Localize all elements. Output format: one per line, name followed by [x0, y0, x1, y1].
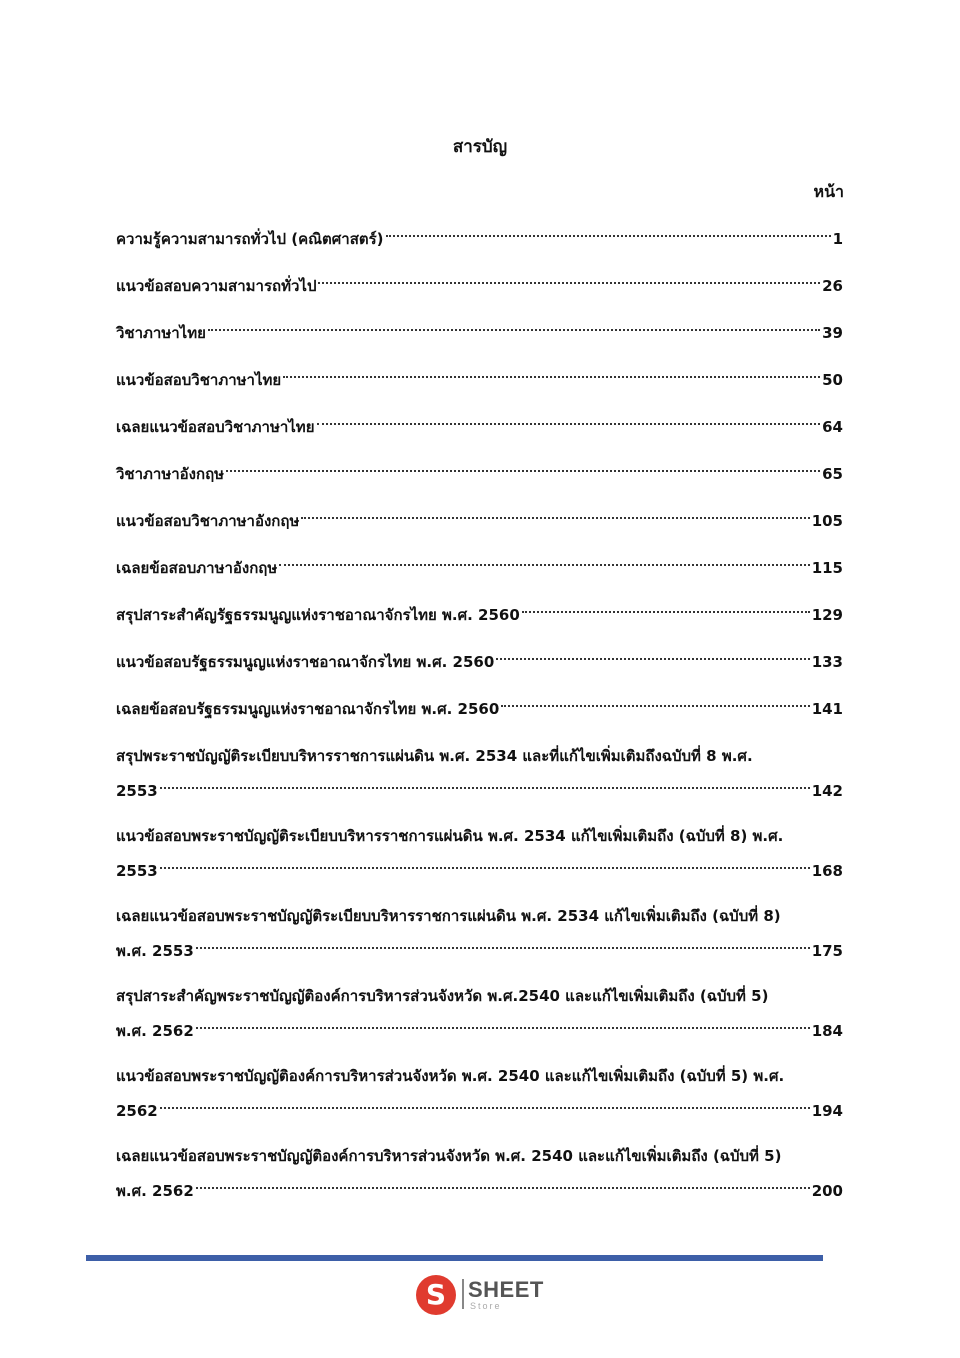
table-of-contents — [116, 222, 843, 1219]
dot-leader — [283, 376, 820, 378]
dot-leader — [196, 1187, 810, 1189]
toc-entry-title: แนวข้อสอบพระราชบัญญัติระเบียบบริหารราชการแผ่นดิน พ.ศ. 2534 แก้ไขเพิ่มเติมถึง (ฉบับที่ 8) พ.ศ. — [116, 827, 784, 845]
toc-line — [116, 598, 843, 645]
toc-page-number: 133 — [811, 653, 843, 671]
toc-page-number: 1 — [832, 230, 843, 248]
dot-leader — [501, 705, 809, 707]
toc-entry — [116, 979, 843, 1059]
logo-mark-icon: S — [416, 1275, 456, 1315]
toc-entry-title: เฉลยแนวข้อสอบพระราชบัญญัติองค์การบริหารส่วนจังหวัด พ.ศ. 2540 และแก้ไขเพิ่มเติมถึง (ฉบับที่ 5) — [116, 1147, 782, 1165]
toc-line — [116, 1059, 843, 1094]
toc-line — [116, 410, 843, 457]
toc-entry-title: พ.ศ. 2562 — [116, 1182, 194, 1200]
toc-page-number: 65 — [822, 465, 843, 483]
toc-line — [116, 854, 843, 899]
toc-entry — [116, 222, 843, 269]
toc-entry-title: เฉลยแนวข้อสอบวิชาภาษาไทย — [116, 418, 315, 436]
toc-line — [116, 457, 843, 504]
dot-leader — [301, 517, 809, 519]
toc-entry-title: ความรู้ความสามารถทั่วไป (คณิตศาสตร์) — [116, 230, 384, 248]
toc-line — [116, 934, 843, 979]
logo-wordmark: SHEET — [468, 1277, 544, 1302]
page-title: สารบัญ — [452, 137, 508, 157]
toc-line — [116, 739, 843, 774]
toc-entry-title: แนวข้อสอบรัฐธรรมนูญแห่งราชอาณาจักรไทย พ.ศ. 2560 — [116, 653, 495, 671]
toc-entry-title: แนวข้อสอบพระราชบัญญัติองค์การบริหารส่วนจังหวัด พ.ศ. 2540 และแก้ไขเพิ่มเติมถึง (ฉบับที่ 5) พ.ศ. — [116, 1067, 785, 1085]
toc-entry — [116, 551, 843, 598]
toc-entry — [116, 269, 843, 316]
toc-page-number: 50 — [822, 371, 843, 389]
toc-entry — [116, 363, 843, 410]
footer-divider — [86, 1255, 823, 1261]
toc-page-number: 39 — [822, 324, 843, 342]
toc-page-number: 105 — [811, 512, 843, 530]
toc-entry-title: แนวข้อสอบวิชาภาษาอังกฤษ — [116, 512, 300, 530]
dot-leader — [386, 235, 831, 237]
dot-leader — [317, 423, 821, 425]
toc-entry-title: พ.ศ. 2553 — [116, 942, 194, 960]
toc-page-number: 129 — [811, 606, 843, 624]
dot-leader — [160, 867, 810, 869]
toc-line — [116, 819, 843, 854]
toc-entry — [116, 598, 843, 645]
toc-line — [116, 774, 843, 819]
toc-line — [116, 1174, 843, 1219]
toc-line — [116, 979, 843, 1014]
toc-entry-title: 2553 — [116, 782, 158, 800]
toc-entry — [116, 899, 843, 979]
toc-entry — [116, 645, 843, 692]
toc-line — [116, 269, 843, 316]
toc-line — [116, 692, 843, 739]
toc-entry-title: แนวข้อสอบความสามารถทั่วไป — [116, 277, 317, 295]
toc-page-number: 175 — [811, 942, 843, 960]
toc-entry-title: สรุปพระราชบัญญัติระเบียบบริหารราชการแผ่นดิน พ.ศ. 2534 และที่แก้ไขเพิ่มเติมถึงฉบับที่ 8 พ.ศ. — [116, 747, 753, 765]
toc-entry-title: เฉลยแนวข้อสอบพระราชบัญญัติระเบียบบริหารราชการแผ่นดิน พ.ศ. 2534 แก้ไขเพิ่มเติมถึง (ฉบับที่ 8) — [116, 907, 781, 925]
toc-line — [116, 1014, 843, 1059]
dot-leader — [196, 947, 810, 949]
toc-entry — [116, 1059, 843, 1139]
toc-entry — [116, 410, 843, 457]
toc-entry-title: พ.ศ. 2562 — [116, 1022, 194, 1040]
toc-entry-title: วิชาภาษาไทย — [116, 324, 206, 342]
toc-page-number: 142 — [811, 782, 843, 800]
toc-entry-title: วิชาภาษาอังกฤษ — [116, 465, 225, 483]
dot-leader — [496, 658, 809, 660]
dot-leader — [226, 470, 820, 472]
toc-line — [116, 1094, 843, 1139]
toc-line — [116, 645, 843, 692]
toc-entry-title: เฉลยข้อสอบภาษาอังกฤษ — [116, 559, 278, 577]
toc-entry — [116, 504, 843, 551]
toc-entry-title: เฉลยข้อสอบรัฐธรรมนูญแห่งราชอาณาจักรไทย พ.ศ. 2560 — [116, 700, 500, 718]
toc-entry-title: แนวข้อสอบวิชาภาษาไทย — [116, 371, 282, 389]
dot-leader — [522, 611, 810, 613]
sheet-store-logo — [416, 1275, 546, 1315]
logo-separator — [462, 1279, 464, 1309]
toc-entry-title: 2553 — [116, 862, 158, 880]
toc-page-number: 168 — [811, 862, 843, 880]
toc-page-number: 26 — [822, 277, 843, 295]
toc-line — [116, 222, 843, 269]
dot-leader — [279, 564, 809, 566]
toc-entry — [116, 692, 843, 739]
page-column-header: หน้า — [813, 182, 844, 201]
toc-entry-title: 2562 — [116, 1102, 158, 1120]
toc-entry — [116, 819, 843, 899]
dot-leader — [318, 282, 820, 284]
toc-page-number: 141 — [811, 700, 843, 718]
dot-leader — [208, 329, 820, 331]
toc-page-number: 194 — [811, 1102, 843, 1120]
toc-line — [116, 504, 843, 551]
toc-entry — [116, 739, 843, 819]
toc-page-number: 64 — [822, 418, 843, 436]
toc-line — [116, 899, 843, 934]
toc-entry — [116, 316, 843, 363]
toc-page-number: 200 — [811, 1182, 843, 1200]
toc-line — [116, 551, 843, 598]
toc-page-number: 184 — [811, 1022, 843, 1040]
toc-line — [116, 363, 843, 410]
dot-leader — [160, 787, 810, 789]
logo-subtext: Store — [470, 1301, 502, 1311]
toc-entry-title: สรุปสาระสำคัญพระราชบัญญัติองค์การบริหารส่วนจังหวัด พ.ศ.2540 และแก้ไขเพิ่มเติมถึง (ฉบับที่ 5) — [116, 987, 769, 1005]
toc-line — [116, 1139, 843, 1174]
toc-entry — [116, 1139, 843, 1219]
toc-entry — [116, 457, 843, 504]
toc-entry-title: สรุปสาระสำคัญรัฐธรรมนูญแห่งราชอาณาจักรไทย พ.ศ. 2560 — [116, 606, 520, 624]
dot-leader — [160, 1107, 810, 1109]
dot-leader — [196, 1027, 810, 1029]
toc-line — [116, 316, 843, 363]
toc-page-number: 115 — [811, 559, 843, 577]
